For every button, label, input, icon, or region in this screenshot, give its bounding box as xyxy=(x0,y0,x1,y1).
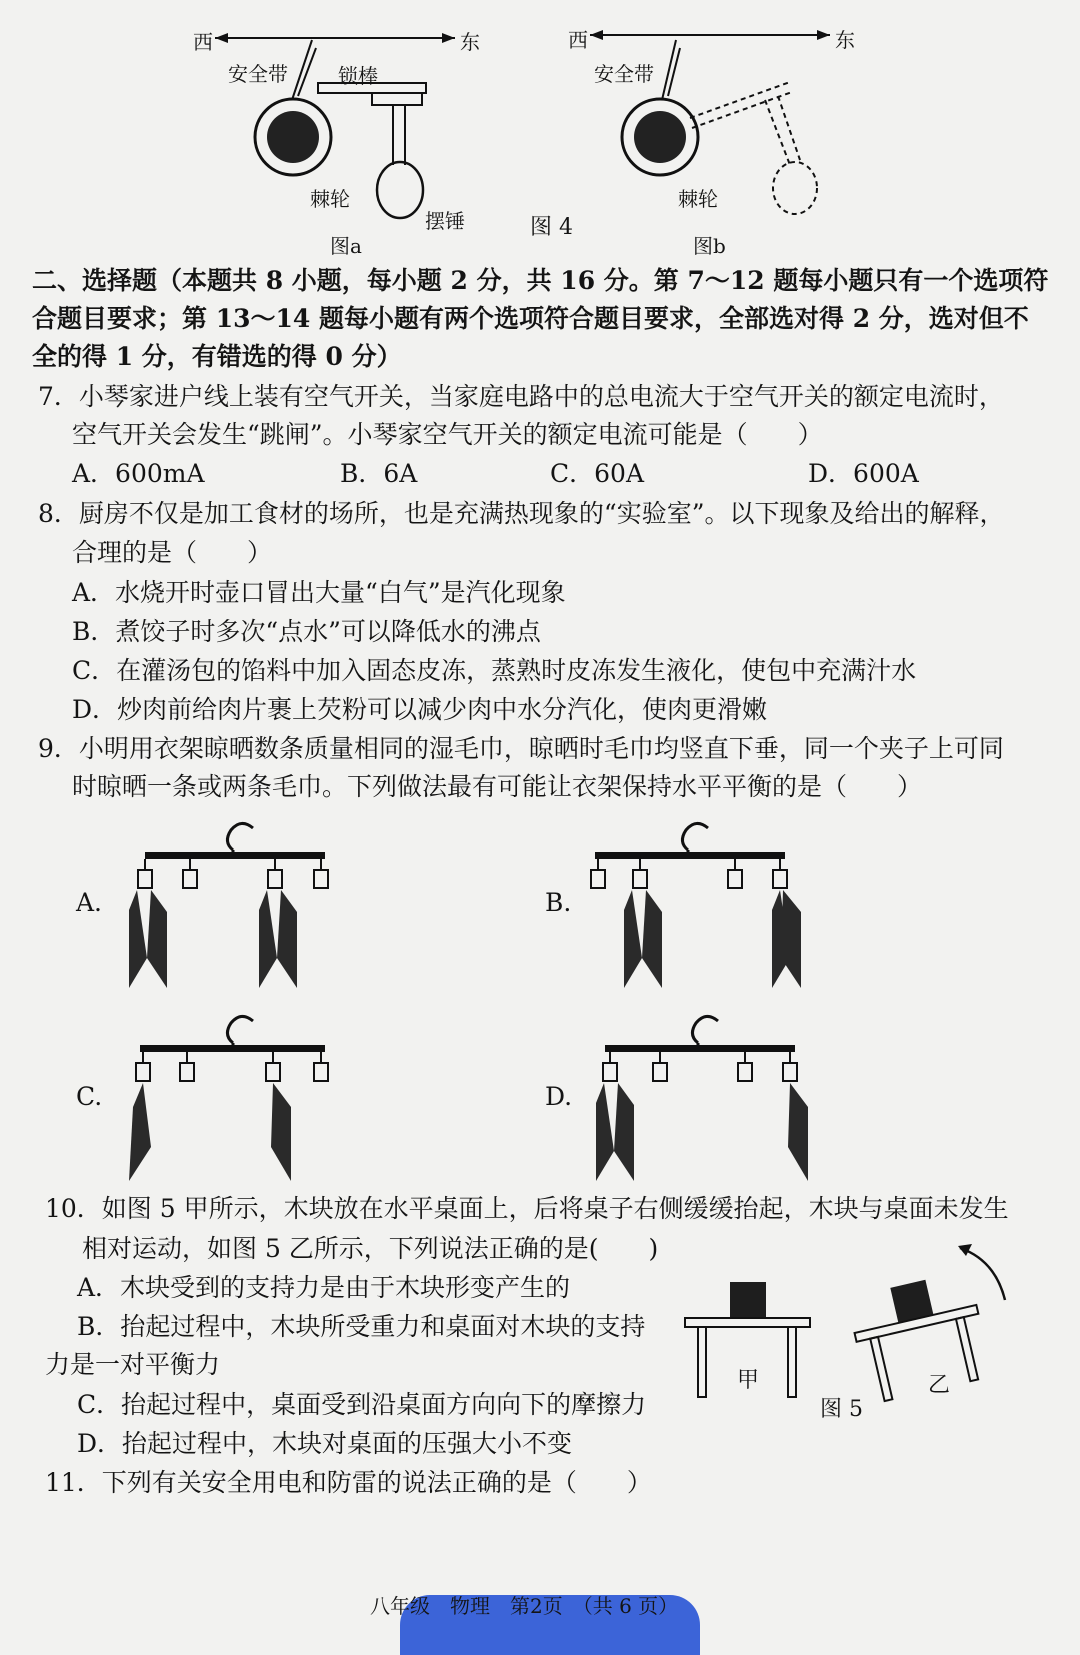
q11-line1: 11．下列有关安全用电和防雷的说法正确的是（ ） xyxy=(45,1468,652,1497)
west-label-b: 西 xyxy=(568,28,588,52)
q9-option-b-label: B. xyxy=(545,888,572,917)
belt-label-a: 安全带 xyxy=(228,62,288,86)
hanger-d-diagram xyxy=(590,1005,810,1195)
page-footer: 八年级 物理 第2页 （共 6 页） xyxy=(370,1594,679,1618)
q9-option-c-label: C. xyxy=(76,1082,103,1111)
q10-option-d: D．抬起过程中，木块对桌面的压强大小不变 xyxy=(77,1429,573,1458)
q8-line2: 合理的是（ ） xyxy=(72,538,273,567)
lock-bar-label: 锁棒 xyxy=(338,64,378,88)
q9-option-d-label: D. xyxy=(545,1082,573,1111)
q8-line1: 8．厨房不仅是加工食材的场所，也是充满热现象的“实验室”。以下现象及给出的解释， xyxy=(38,499,1005,528)
hanger-b-diagram xyxy=(590,812,810,1002)
q8-option-c: C．在灌汤包的馅料中加入固态皮冻，蒸熟时皮冻发生液化，使包中充满汁水 xyxy=(72,656,917,685)
fig5-yi-label: 乙 xyxy=(928,1373,951,1398)
q10-option-a: A．木块受到的支持力是由于木块形变产生的 xyxy=(77,1273,571,1302)
q7-line2: 空气开关会发生“跳闸”。小琴家空气开关的额定电流可能是（ ） xyxy=(72,420,823,449)
q10-option-c: C．抬起过程中，桌面受到沿桌面方向向下的摩擦力 xyxy=(77,1390,647,1419)
q7-option-c: C．60A xyxy=(550,459,644,488)
q10-line1: 10．如图 5 甲所示，木块放在水平桌面上，后将桌子右侧缓缓抬起，木块与桌面未发生 xyxy=(45,1194,1009,1223)
fig5-jia-label: 甲 xyxy=(737,1368,760,1393)
east-label: 东 xyxy=(460,30,480,54)
fig-a-label: 图a xyxy=(330,234,362,258)
q7-line1: 7．小琴家进户线上装有空气开关，当家庭电路中的总电流大于空气开关的额定电流时， xyxy=(38,382,1004,411)
west-label: 西 xyxy=(193,30,213,54)
figure-4-caption: 图 4 xyxy=(530,215,573,240)
q9-option-a-label: A. xyxy=(76,888,103,917)
figure-5-caption: 图 5 xyxy=(820,1397,863,1422)
q8-option-b: B．煮饺子时多次“点水”可以降低水的沸点 xyxy=(72,617,541,646)
section-heading: 二、选择题（本题共 8 小题，每小题 2 分，共 16 分。第 7～12 题每小题只有一个选项符合题目要求；第 13～14 题每小题有两个选项符合题目要求，全部选对得 2 分，选对但不全的得 1 分，有错选的得 0 分） xyxy=(32,266,1049,371)
q7-option-d: D．600A xyxy=(808,459,919,488)
q10-line2: 相对运动，如图 5 乙所示，下列说法正确的是( ) xyxy=(82,1234,659,1263)
fig-b-label: 图b xyxy=(693,234,726,258)
q7-option-a: A．600mA xyxy=(72,459,205,488)
q8-option-a: A．水烧开时壶口冒出大量“白气”是汽化现象 xyxy=(72,578,566,607)
q9-line1: 9．小明用衣架晾晒数条质量相同的湿毛巾，晾晒时毛巾均竖直下垂，同一个夹子上可同 xyxy=(38,734,1004,763)
q8-option-d: D．炒肉前给肉片裹上芡粉可以减少肉中水分汽化，使肉更滑嫩 xyxy=(72,695,768,724)
ratchet-label-b: 棘轮 xyxy=(678,187,718,211)
hanger-a-diagram xyxy=(125,812,345,1002)
q9-line2: 时晾晒一条或两条毛巾。下列做法最有可能让衣架保持水平平衡的是（ ） xyxy=(72,772,923,801)
belt-label-b: 安全带 xyxy=(594,62,654,86)
q7-option-b: B．6A xyxy=(340,459,418,488)
pendulum-label: 摆锤 xyxy=(425,209,465,233)
east-label-b: 东 xyxy=(835,28,855,52)
ratchet-label-a: 棘轮 xyxy=(310,187,350,211)
q10-option-b-line2: 力是一对平衡力 xyxy=(45,1350,221,1379)
hanger-c-diagram xyxy=(125,1005,345,1195)
q10-option-b-line1: B．抬起过程中，木块所受重力和桌面对木块的支持 xyxy=(77,1312,646,1341)
